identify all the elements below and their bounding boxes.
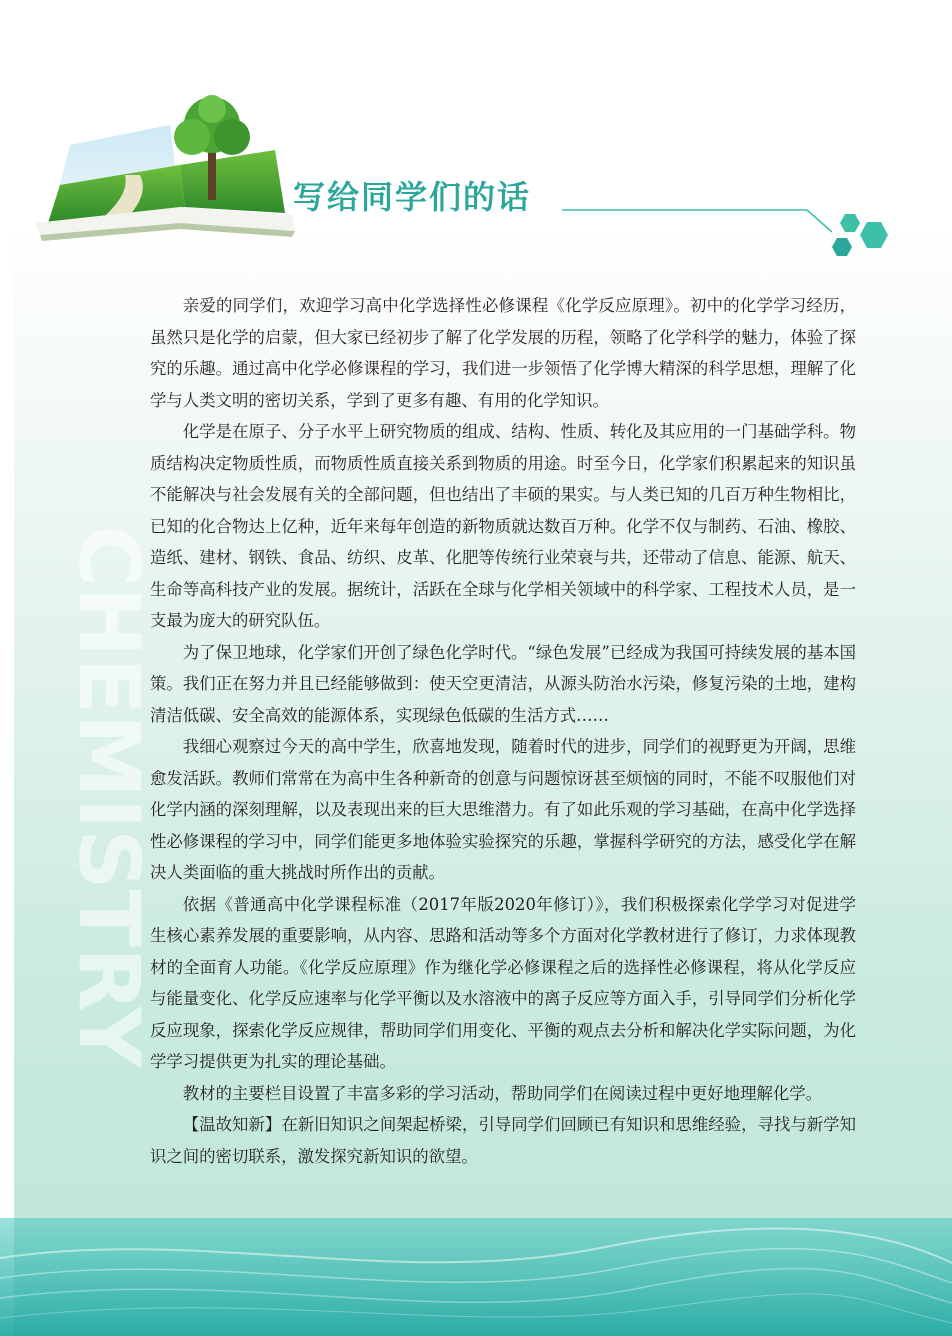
paragraph: 【温故知新】在新旧知识之间架起桥梁，引导同学们回顾已有知识和思维经验，寻找与新学知识之间的密切联系，激发探究新知识的欲望。 (150, 1115, 856, 1166)
hexagon-icon (832, 238, 852, 256)
bottom-wave-decoration (0, 1218, 952, 1336)
page-title: 写给同学们的话 (293, 178, 532, 216)
hexagon-icon (860, 222, 888, 248)
letter-body (150, 290, 856, 1172)
hexagon-icon (840, 214, 860, 232)
paragraph: 教材的主要栏目设置了丰富多彩的学习活动，帮助同学们在阅读过程中更好地理解化学。 (182, 1083, 823, 1103)
paragraph: 为了保卫地球，化学家们开创了绿色化学时代。“绿色发展”已经成为我国可持续发展的基本国策。我们正在努力并且已经能够做到：使天空更清洁，从源头防治水污染，修复污染的土地，建构清洁低碳、安全高效的能源体系，实现绿色低碳的生活方式…… (150, 642, 856, 725)
paragraph: 化学是在原子、分子水平上研究物质的组成、结构、性质、转化及其应用的一门基础学科。物质结构决定物质性质，而物质性质直接关系到物质的用途。时至今日，化学家们积累起来的知识虽不能解决与社会发展有关的全部问题，但也结出了丰硕的果实。与人类已知的几百万种生物相比，已知的化合物达上亿种，近年来每年创造的新物质就达数百万种。化学不仅与制药、石油、橡胶、造纸、建材、钢铁、食品、纺织、皮革、化肥等传统行业荣衰与共，还带动了信息、能源、航天、生命等高科技产业的发展。据统计，活跃在全球与化学相关领域中的科学家、工程技术人员，是一支最为庞大的研究队伍。 (150, 422, 856, 630)
watermark-text: CHEMISTRY (60, 525, 158, 1068)
title-underline-decoration (562, 200, 892, 260)
page-header (0, 0, 952, 270)
chemistry-watermark (20, 505, 158, 1205)
paragraph: 我细心观察过今天的高中学生，欣喜地发现，随着时代的进步，同学们的视野更为开阔，思维愈发活跃。教师们常常在为高中生各种新奇的创意与问题惊讶甚至烦恼的同时，不能不叹服他们对化学内涵的深刻理解，以及表现出来的巨大思维潜力。有了如此乐观的学习基础，在高中化学选择性必修课程的学习中，同学们能更多地体验实验探究的乐趣，掌握科学研究的方法，感受化学在解决人类面临的重大挑战时所作出的贡献。 (150, 737, 856, 882)
paragraph: 依据《普通高中化学课程标准（2017年版2020年修订）》，我们积极探索化学学习对促进学生核心素养发展的重要影响，从内容、思路和活动等多个方面对化学教材进行了修订，力求体现教材的全面育人功能。《化学反应原理》作为继化学必修课程之后的选择性必修课程，将从化学反应与能量变化、化学反应速率与化学平衡以及水溶液中的离子反应等方面入手，引导同学们分析化学反应现象，探索化学反应规律，帮助同学们用变化、平衡的观点去分析和解决化学实际问题，为化学学习提供更为扎实的理论基础。 (150, 894, 856, 1071)
book-tree-illustration (30, 95, 300, 245)
paragraph: 亲爱的同学们，欢迎学习高中化学选择性必修课程《化学反应原理》。初中的化学学习经历，虽然只是化学的启蒙，但大家已经初步了解了化学发展的历程，领略了化学科学的魅力，体验了探究的乐趣。通过高中化学必修课程的学习，我们进一步领悟了化学博大精深的科学思想，理解了化学与人类文明的密切关系，学到了更多有趣、有用的化学知识。 (150, 296, 856, 410)
